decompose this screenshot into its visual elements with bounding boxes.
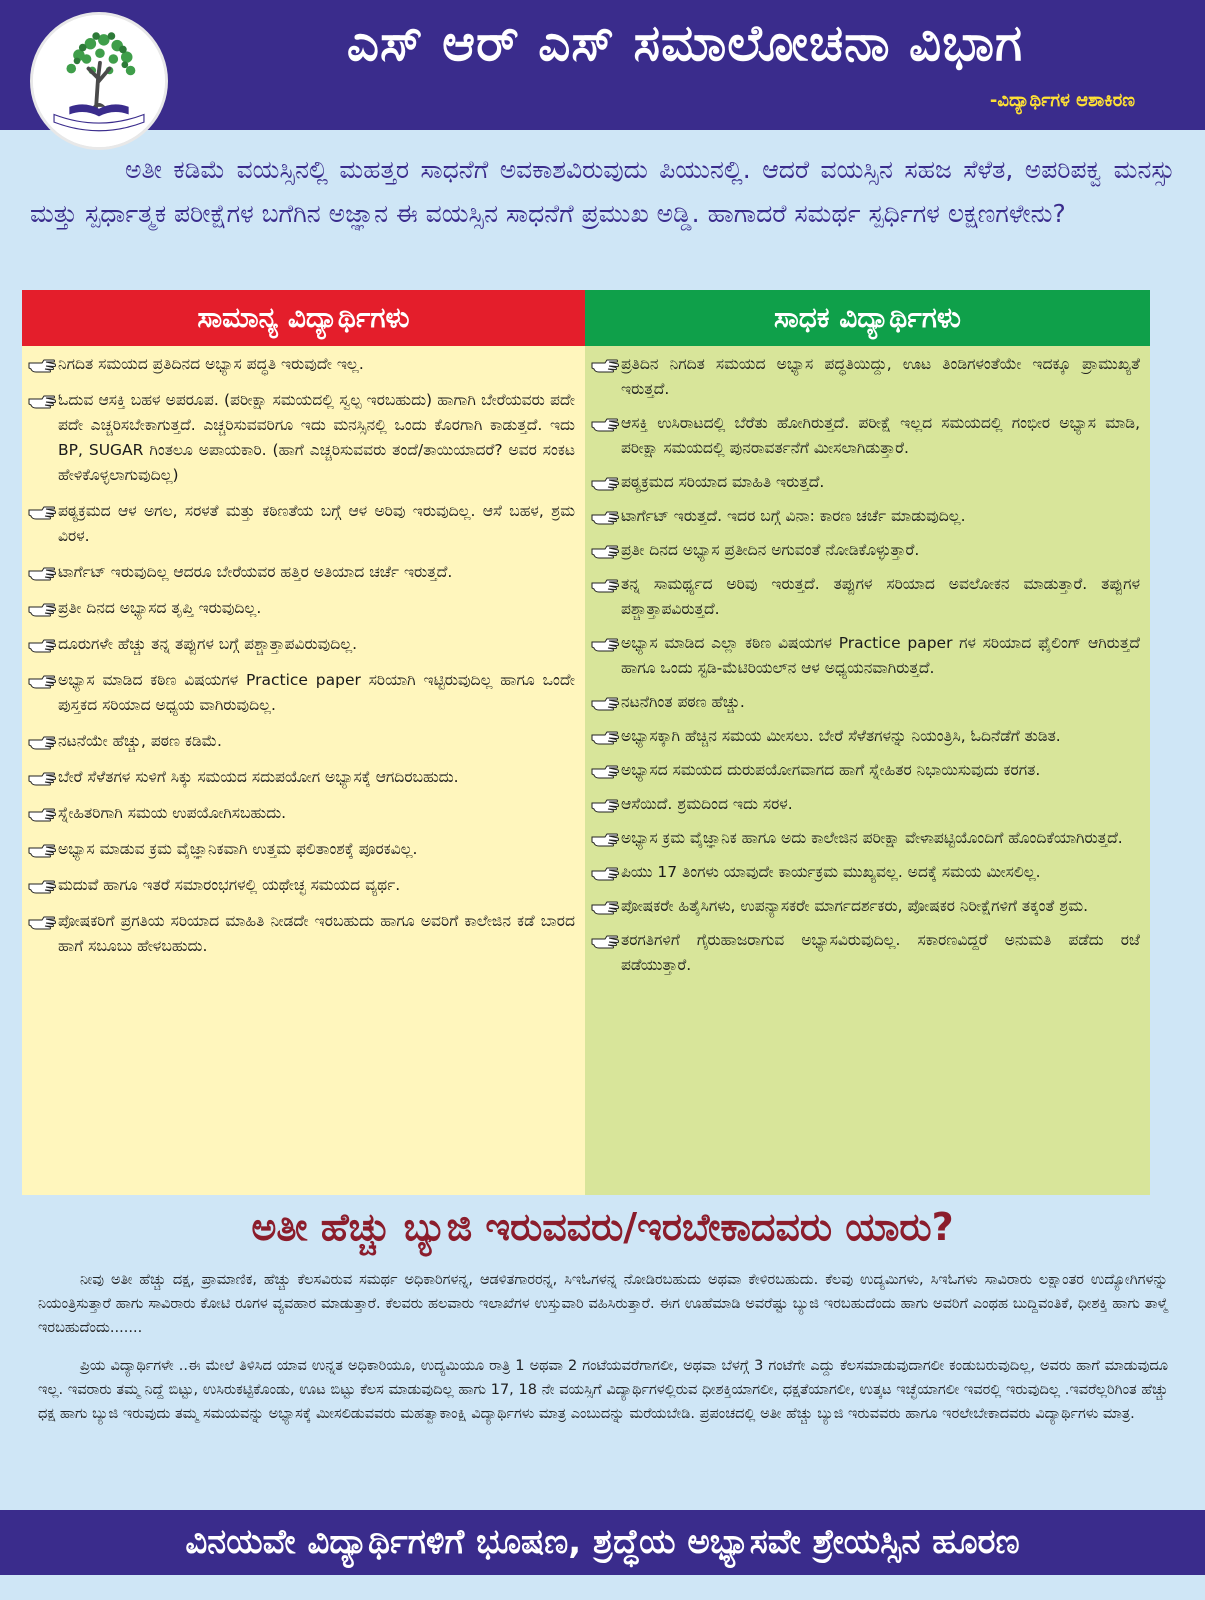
- list-item: [28, 596, 575, 621]
- list-item: [28, 499, 575, 549]
- list-item-text: ಪಿಯು 17 ತಿಂಗಳು ಯಾವುದೇ ಕಾರ್ಯಕ್ರಮ ಮುಖ್ಯವಲ್ಲ. ಅದಕ್ಕೆ ಸಮಯ ಮೀಸಲಿಲ್ಲ.: [621, 863, 1041, 881]
- list-item: [591, 792, 1140, 817]
- list-item-text: ಸ್ನೇಹಿತರಿಗಾಗಿ ಸಮಯ ಉಪಯೋಗಿಸಬಹುದು.: [58, 804, 287, 822]
- pointing-hand-icon: [591, 631, 621, 656]
- list-item: [28, 668, 575, 718]
- list-item: [591, 860, 1140, 885]
- list-item: [591, 504, 1140, 529]
- list-item-text: ಪಠ್ಯಕ್ರಮದ ಸರಿಯಾದ ಮಾಹಿತಿ ಇರುತ್ತದೆ.: [621, 473, 825, 491]
- list-item: [28, 632, 575, 657]
- pointing-hand-icon: [28, 668, 58, 693]
- list-item-text: ಓದುವ ಆಸಕ್ತಿ ಬಹಳ ಅಪರೂಪ. (ಪರೀಕ್ಷಾ ಸಮಯದಲ್ಲಿ ಸ್ವಲ್ಪ ಇರಬಹುದು) ಹಾಗಾಗಿ ಬೇರೆಯವರು ಪದೇ ಪದೇ ಎಚ್ಚರಿಸಬೇಕಾಗುತ್ತದೆ. ಎಚ್ಚರಿಸುವವರಿಗೂ ಇದು ಮನಸ್ಸಿನಲ್ಲಿ ಒಂದು ಕೊರಗಾಗಿ ಕಾಡುತ್ತದೆ. ಇದು BP, SUGAR ಗಿಂತಲೂ ಅಪಾಯಕಾರಿ. (ಹಾಗೆ ಎಚ್ಚರಿಸುವವರು ತಂದೆ/ತಾಯಿಯಾದರೆ? ಅವರ ಸಂಕಟ ಹೇಳಿಕೊಳ್ಳಲಾಗುವುದಿಲ್ಲ): [58, 391, 575, 484]
- ordinary-students-column: [22, 290, 585, 1195]
- list-item-text: ನಟನೆಗಿಂತ ಪಠಣ ಹೆಚ್ಚು.: [621, 693, 745, 711]
- list-item: [591, 572, 1140, 622]
- pointing-hand-icon: [591, 504, 621, 529]
- pointing-hand-icon: [28, 801, 58, 826]
- list-item-text: ಪೋಷಕರೇ ಹಿತೈಸಿಗಳು, ಉಪನ್ಯಾಸಕರೇ ಮಾರ್ಗದರ್ಶಕರು, ಪೋಷಕರ ನಿರೀಕ್ಷೆಗಳಿಗೆ ತಕ್ಕಂತೆ ಶ್ರಮ.: [621, 897, 1089, 915]
- list-item: [28, 729, 575, 754]
- pointing-hand-icon: [591, 352, 621, 377]
- achiever-students-heading: ಸಾಧಕ ವಿದ್ಯಾರ್ಥಿಗಳು: [585, 290, 1150, 346]
- page-title: ಎಸ್ ಆರ್ ಎಸ್ ಸಮಾಲೋಚನಾ ವಿಭಾಗ: [346, 14, 1024, 72]
- list-item-text: ಆಸಕ್ತಿ ಉಸಿರಾಟದಲ್ಲಿ ಬೆರೆತು ಹೋಗಿರುತ್ತದೆ. ಪರೀಕ್ಷೆ ಇಲ್ಲದ ಸಮಯದಲ್ಲಿ ಗಂಭೀರ ಅಭ್ಯಾಸ ಮಾಡಿ, ಪರೀಕ್ಷಾ ಸಮಯದಲ್ಲಿ ಪುನರಾವರ್ತನೆಗೆ ಮೀಸಲಾಗಿಡುತ್ತಾರೆ.: [621, 414, 1140, 457]
- list-item: [591, 826, 1140, 851]
- list-item: [28, 873, 575, 898]
- list-item-text: ತರಗತಿಗಳಿಗೆ ಗೈರುಹಾಜರಾಗುವ ಅಭ್ಯಾಸವಿರುವುದಿಲ್ಲ. ಸಕಾರಣವಿದ್ದರೆ ಅನುಮತಿ ಪಡೆದು ರಜೆ ಪಡೆಯುತ್ತಾರೆ.: [621, 931, 1140, 974]
- list-item: [591, 631, 1140, 681]
- pointing-hand-icon: [28, 632, 58, 657]
- list-item-text: ಬೇರೆ ಸೆಳೆತಗಳ ಸುಳಿಗೆ ಸಿಕ್ಕು ಸಮಯದ ಸದುಪಯೋಗ ಅಭ್ಯಾಸಕ್ಕೆ ಆಗದಿರಬಹುದು.: [58, 768, 459, 786]
- pointing-hand-icon: [28, 352, 58, 377]
- list-item-text: ಪೋಷಕರಿಗೆ ಪ್ರಗತಿಯ ಸರಿಯಾದ ಮಾಹಿತಿ ನೀಡದೇ ಇರಬಹುದು ಹಾಗೂ ಅವರಿಗೆ ಕಾಲೇಜಿನ ಕಡೆ ಬಾರದ ಹಾಗೆ ಸಬೂಬು ಹೇಳಬಹುದು.: [58, 912, 575, 955]
- pointing-hand-icon: [28, 560, 58, 585]
- list-item-text: ಪ್ರತೀ ದಿನದ ಅಭ್ಯಾಸ ಪ್ರತೀದಿನ ಅಗುವಂತೆ ನೋಡಿಕೊಳ್ಳುತ್ತಾರೆ.: [621, 541, 920, 559]
- list-item-text: ಪಠ್ಯಕ್ರಮದ ಆಳ ಅಗಲ, ಸರಳತೆ ಮತ್ತು ಕಠಿಣತೆಯ ಬಗ್ಗೆ ಆಳ ಅರಿವು ಇರುವುದಿಲ್ಲ. ಆಸೆ ಬಹಳ, ಶ್ರಮ ವಿರಳ.: [58, 502, 575, 545]
- pointing-hand-icon: [591, 470, 621, 495]
- pointing-hand-icon: [28, 873, 58, 898]
- list-item-text: ನಿಗದಿತ ಸಮಯದ ಪ್ರತಿದಿನದ ಅಭ್ಯಾಸ ಪದ್ಧತಿ ಇರುವುದೇ ಇಲ್ಲ.: [58, 355, 364, 373]
- list-item: [591, 352, 1140, 402]
- list-item: [591, 470, 1140, 495]
- list-item-text: ಅಭ್ಯಾಸ ಕ್ರಮ ವೈಜ್ಞಾನಿಕ ಹಾಗೂ ಅದು ಕಾಲೇಜಿನ ಪರೀಕ್ಷಾ ವೇಳಾಪಟ್ಟಿಯೊಂದಿಗೆ ಹೊಂದಿಕೆಯಾಗಿರುತ್ತದೆ.: [621, 829, 1123, 847]
- list-item: [28, 388, 575, 488]
- list-item-text: ದೂರುಗಳೇ ಹೆಚ್ಚು ತನ್ನ ತಪ್ಪುಗಳ ಬಗ್ಗೆ ಪಶ್ಚಾತ್ತಾಪವಿರುವುದಿಲ್ಲ.: [58, 635, 358, 653]
- list-item-text: ಅಭ್ಯಾಸದ ಸಮಯದ ದುರುಪಯೋಗವಾಗದ ಹಾಗೆ ಸ್ನೇಹಿತರ ನಿಭಾಯಿಸುವುದು ಕರಗತ.: [621, 761, 1041, 779]
- header-tagline: -ವಿದ್ಯಾರ್ಥಿಗಳ ಆಶಾಕಿರಣ: [989, 90, 1135, 111]
- pointing-hand-icon: [591, 538, 621, 563]
- comparison-table: [22, 290, 1150, 1195]
- list-item: [28, 801, 575, 826]
- pointing-hand-icon: [28, 596, 58, 621]
- ordinary-students-heading: ಸಾಮಾನ್ಯ ವಿದ್ಯಾರ್ಥಿಗಳು: [22, 290, 585, 346]
- footer-slogan: ವಿನಯವೇ ವಿದ್ಯಾರ್ಥಿಗಳಿಗೆ ಭೂಷಣ, ಶ್ರದ್ಧೆಯ ಅಭ್ಯಾಸವೇ ಶ್ರೇಯಸ್ಸಿನ ಹೂರಣ: [0, 1510, 1205, 1575]
- achiever-students-list: [585, 346, 1150, 987]
- list-item-text: ಟಾರ್ಗೆಟ್ ಇರುವುದಿಲ್ಲ ಆದರೂ ಬೇರೆಯವರ ಹತ್ತಿರ ಅತಿಯಾದ ಚರ್ಚೆ ಇರುತ್ತದೆ.: [58, 563, 453, 581]
- pointing-hand-icon: [28, 499, 58, 524]
- list-item: [28, 352, 575, 377]
- pointing-hand-icon: [591, 894, 621, 919]
- pointing-hand-icon: [28, 765, 58, 790]
- list-item-text: ಅಭ್ಯಾಸ ಮಾಡುವ ಕ್ರಮ ವೈಜ್ಞಾನಿಕವಾಗಿ ಉತ್ತಮ ಫಲಿತಾಂಶಕ್ಕೆ ಪೂರಕವಿಲ್ಲ.: [58, 840, 418, 858]
- list-item: [28, 560, 575, 585]
- ordinary-students-list: [22, 346, 585, 970]
- list-item-text: ಪ್ರತೀ ದಿನದ ಅಭ್ಯಾಸದ ತೃಪ್ತಿ ಇರುವುದಿಲ್ಲ.: [58, 599, 262, 617]
- list-item: [591, 928, 1140, 978]
- list-item-text: ಟಾರ್ಗೆಟ್ ಇರುತ್ತದೆ. ಇದರ ಬಗ್ಗೆ ವಿನಾ: ಕಾರಣ ಚರ್ಚೆ ಮಾಡುವುದಿಲ್ಲ.: [621, 507, 966, 525]
- pointing-hand-icon: [28, 388, 58, 413]
- pointing-hand-icon: [591, 826, 621, 851]
- list-item-text: ಮದುವೆ ಹಾಗೂ ಇತರೆ ಸಮಾರಂಭಗಳಲ್ಲಿ ಯಥೇಚ್ಛ ಸಮಯದ ವ್ಯರ್ಥ.: [58, 876, 401, 894]
- pointing-hand-icon: [591, 758, 621, 783]
- list-item: [28, 837, 575, 862]
- list-item-text: ನಟನೆಯೇ ಹೆಚ್ಚು, ಪಠಣ ಕಡಿಮೆ.: [58, 732, 222, 750]
- pointing-hand-icon: [591, 860, 621, 885]
- list-item: [28, 765, 575, 790]
- pointing-hand-icon: [591, 690, 621, 715]
- list-item-text: ಅಭ್ಯಾಸ ಮಾಡಿದ ಎಲ್ಲಾ ಕಠಿಣ ವಿಷಯಗಳ Practice paper ಗಳ ಸರಿಯಾದ ಫೈಲಿಂಗ್ ಆಗಿರುತ್ತದೆ ಹಾಗೂ ಒಂದು ಸ್ಟಡಿ-ಮೆಟಿರಿಯಲ್‌ನ ಆಳ ಅಧ್ಯಯನವಾಗಿರುತ್ತದೆ.: [621, 634, 1140, 677]
- pointing-hand-icon: [591, 928, 621, 953]
- list-item: [591, 724, 1140, 749]
- pointing-hand-icon: [591, 572, 621, 597]
- list-item: [591, 538, 1140, 563]
- list-item: [28, 909, 575, 959]
- logo: [30, 12, 168, 150]
- body-paragraph-1: ನೀವು ಅತೀ ಹೆಚ್ಚು ದಕ್ಷ, ಪ್ರಾಮಾಣಿಕ, ಹೆಚ್ಚು ಕೆಲಸವಿರುವ ಸಮರ್ಥ ಅಧಿಕಾರಿಗಳನ್ನ, ಆಡಳಿತಗಾರರನ್ನ, ಸಿಇಓಗಳನ್ನ ನೋಡಿರಬಹುದು ಅಥವಾ ಕೇಳಿರಬಹುದು. ಕೆಲವು ಉದ್ಯಮಿಗಳು, ಸಿಇಓಗಳು ಸಾವಿರಾರು ಲಕ್ಷಾಂತರ ಉದ್ಯೋಗಿಗಳನ್ನು ನಿಯಂತ್ರಿಸುತ್ತಾರೆ ಹಾಗು ಸಾವಿರಾರು ಕೋಟಿ ರೂಗಳ ವ್ಯವಹಾರ ಮಾಡುತ್ತಾರೆ. ಕೆಲವರು ಹಲವಾರು ಇಲಾಖೆಗಳ ಉಸ್ತುವಾರಿ ವಹಿಸಿರುತ್ತಾರೆ. ಈಗ ಊಹೆಮಾಡಿ ಅವರೆಷ್ಟು ಬ್ಯುಜಿ ಇರಬಹುದೆಂದು ಹಾಗು ಅವರಿಗೆ ಎಂಥಹ ಬುದ್ದಿವಂತಿಕೆ, ಧೀಶಕ್ತಿ ಹಾಗು ತಾಳ್ಮೆ ಇರಬಹುದೆಂದು.......: [38, 1272, 1168, 1336]
- list-item: [591, 411, 1140, 461]
- intro-paragraph: ಅತೀ ಕಡಿಮೆ ವಯಸ್ಸಿನಲ್ಲಿ ಮಹತ್ತರ ಸಾಧನೆಗೆ ಅವಕಾಶವಿರುವುದು ಪಿಯುನಲ್ಲಿ. ಆದರೆ ವಯಸ್ಸಿನ ಸಹಜ ಸೆಳೆತ, ಅಪರಿಪಕ್ವ ಮನಸ್ಸು ಮತ್ತು ಸ್ಪರ್ಧಾತ್ಮಕ ಪರೀಕ್ಷೆಗಳ ಬಗೆಗಿನ ಅಜ್ಞಾನ ಈ ವಯಸ್ಸಿನ ಸಾಧನೆಗೆ ಪ್ರಮುಖ ಅಡ್ಡಿ. ಹಾಗಾದರೆ ಸಮರ್ಥ ಸ್ಪರ್ಧಿಗಳ ಲಕ್ಷಣಗಳೇನು?: [30, 155, 1175, 228]
- tree-book-logo-icon: [33, 15, 165, 147]
- list-item: [591, 894, 1140, 919]
- pointing-hand-icon: [591, 724, 621, 749]
- list-item-text: ಅಭ್ಯಾಸಕ್ಕಾಗಿ ಹೆಚ್ಚಿನ ಸಮಯ ಮೀಸಲು. ಬೇರೆ ಸೆಳೆತಗಳನ್ನು ನಿಯಂತ್ರಿಸಿ, ಓದಿನೆಡೆಗೆ ತುಡಿತ.: [621, 727, 1061, 745]
- pointing-hand-icon: [28, 729, 58, 754]
- list-item-text: ಆಸೆಯಿದೆ. ಶ್ರಮದಿಂದ ಇದು ಸರಳ.: [621, 795, 793, 813]
- list-item-text: ಅಭ್ಯಾಸ ಮಾಡಿದ ಕಠಿಣ ವಿಷಯಗಳ Practice paper ಸರಿಯಾಗಿ ಇಟ್ಟಿರುವುದಿಲ್ಲ ಹಾಗೂ ಒಂದೇ ಪುಸ್ತಕದ ಸರಿಯಾದ ಅಧ್ಯಯ ವಾಗಿರುವುದಿಲ್ಲ.: [58, 671, 575, 714]
- pointing-hand-icon: [591, 792, 621, 817]
- list-item: [591, 758, 1140, 783]
- list-item-text: ತನ್ನ ಸಾಮರ್ಥ್ಯದ ಅರಿವು ಇರುತ್ತದೆ. ತಪ್ಪುಗಳ ಸರಿಯಾದ ಅವಲೋಕನ ಮಾಡುತ್ತಾರೆ. ತಪ್ಪುಗಳ ಪಶ್ಚಾತ್ತಾಪವಿರುತ್ತದೆ.: [621, 575, 1140, 618]
- pointing-hand-icon: [591, 411, 621, 436]
- body-paragraph-2: ಪ್ರಿಯ ವಿದ್ಯಾರ್ಥಿಗಳೇ ..ಈ ಮೇಲೆ ತಿಳಿಸಿದ ಯಾವ ಉನ್ನತ ಅಧಿಕಾರಿಯೂ, ಉದ್ಯಮಿಯೂ ರಾತ್ರಿ 1 ಅಥವಾ 2 ಗಂಟೆಯವರೆಗಾಗಲೀ, ಅಥವಾ ಬೆಳಗ್ಗೆ 3 ಗಂಟೆಗೇ ಎದ್ದು ಕೆಲಸಮಾಡುವುದಾಗಲೀ ಕಂಡುಬರುವುದಿಲ್ಲ, ಅವರು ಹಾಗೆ ಮಾಡುವುದೂ ಇಲ್ಲ. ಇವರಾರು ತಮ್ಮ ನಿದ್ದೆ ಬಿಟ್ಟು, ಉಸಿರುಕಟ್ಟಿಕೊಂಡು, ಊಟ ಬಿಟ್ಟು ಕೆಲಸ ಮಾಡುವುದಿಲ್ಲ ಹಾಗು 17, 18 ನೇ ವಯಸ್ಸಿಗೆ ವಿದ್ಯಾರ್ಥಿಗಳಲ್ಲಿರುವ ಧೀಶಕ್ತಿಯಾಗಲೀ, ಧಕ್ಷತೆಯಾಗಲೀ, ಉತ್ಕಟ ಇಚ್ಛೆಯಾಗಲೀ ಇವರಲ್ಲಿ ಇರುವುದಿಲ್ಲ .ಇವರೆಲ್ಲರಿಗಿಂತ ಹೆಚ್ಚು ಧಕ್ಷ ಹಾಗು ಬ್ಯುಜಿ ಇರುವುದು ತಮ್ಮ ಸಮಯವನ್ನು ಅಭ್ಯಾಸಕ್ಕೆ ಮೀಸಲಿಡುವವರು ಮಹತ್ವಾಕಾಂಕ್ಷಿ ವಿದ್ಯಾರ್ಥಿಗಳು ಮಾತ್ರ ಎಂಬುದನ್ನು ಮರೆಯಬೇಡಿ. ಪ್ರಪಂಚದಲ್ಲಿ ಅತೀ ಹೆಚ್ಚು ಬ್ಯುಜಿ ಇರುವವರು ಹಾಗೂ ಇರಲೇಬೇಕಾದವರು ವಿದ್ಯಾರ್ಥಿಗಳು ಮಾತ್ರ.: [38, 1358, 1168, 1422]
- section-title: ಅತೀ ಹೆಚ್ಚು ಬ್ಯುಜಿ ಇರುವವರು/ಇರಬೇಕಾದವರು ಯಾರು?: [251, 1205, 954, 1249]
- pointing-hand-icon: [28, 837, 58, 862]
- list-item-text: ಪ್ರತಿದಿನ ನಿಗದಿತ ಸಮಯದ ಅಭ್ಯಾಸ ಪದ್ಧತಿಯಿದ್ದು, ಊಟ ತಿಂಡಿಗಳಂತೆಯೇ ಇದಕ್ಕೂ ಪ್ರಾಮುಖ್ಯತೆ ಇರುತ್ತದೆ.: [621, 355, 1140, 398]
- header-banner: [0, 0, 1205, 130]
- achiever-students-column: [585, 290, 1150, 1195]
- pointing-hand-icon: [28, 909, 58, 934]
- list-item: [591, 690, 1140, 715]
